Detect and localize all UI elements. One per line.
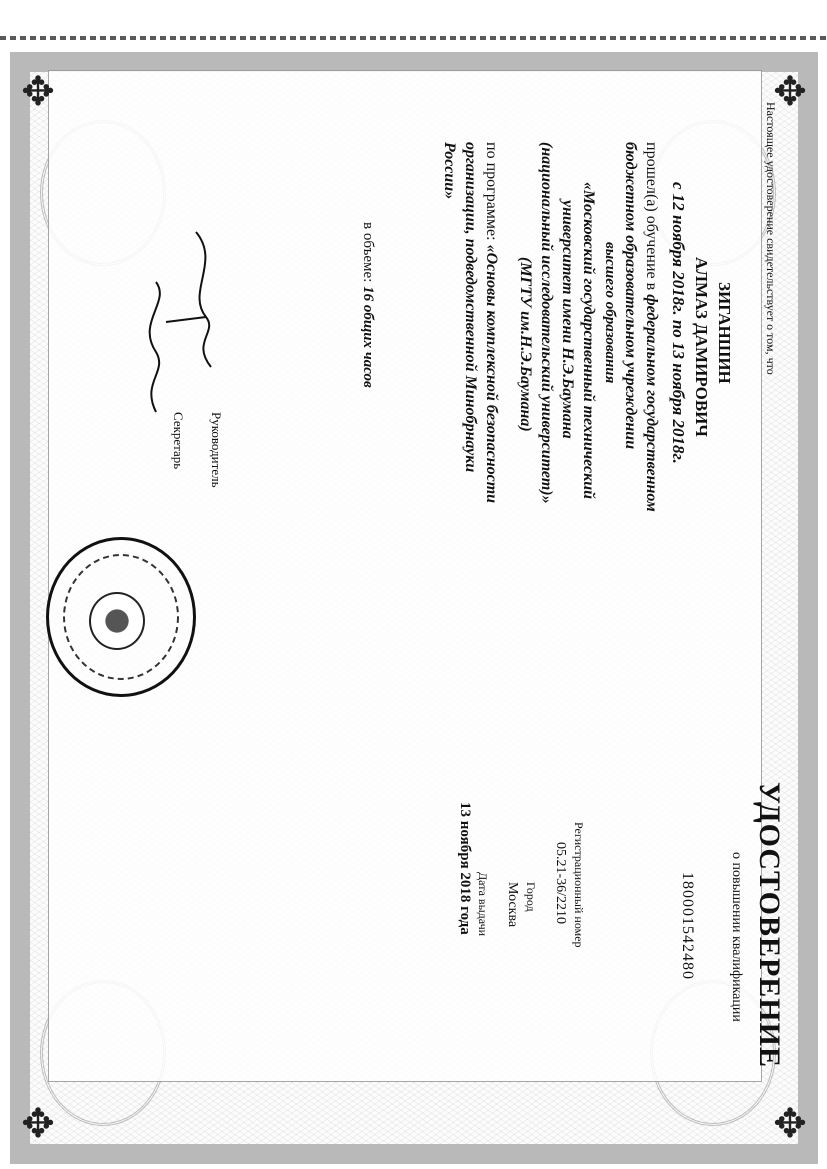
city-label: Город	[524, 882, 538, 912]
program-line-2: организации, подведомственной Минобрнауки	[462, 142, 479, 473]
program-prefix-line	[482, 142, 500, 503]
secretary-label: Секретарь	[171, 412, 186, 470]
institution-line-5: университет имени Н.Э.Баумана	[559, 200, 576, 439]
institution-line-4: «Московский государственный технический	[580, 182, 597, 500]
city: Москва	[505, 882, 520, 928]
training-period: с 12 ноября 2018г. по 13 ноября 2018г.	[669, 182, 688, 464]
certificate-title: УДОСТОВЕРЕНИЕ	[753, 782, 786, 1068]
corner-ornament-icon: ✥	[773, 69, 807, 114]
signature-icon	[116, 222, 226, 422]
volume-line	[359, 222, 376, 388]
program-prefix: по программе:	[483, 142, 500, 245]
corner-ornament-icon: ✥	[21, 1101, 55, 1146]
institution-line-1: федеральном государственном	[643, 294, 660, 512]
registration-label: Регистрационный номер	[572, 822, 586, 948]
surname: ЗИГАНШИН	[715, 282, 734, 384]
issue-date: 13 ноября 2018 года	[457, 802, 473, 935]
certificate-subtitle: о повышении квалификации	[729, 852, 744, 1022]
program-line-1: «Основы комплексной безопасности	[483, 244, 500, 504]
head-label: Руководитель	[209, 412, 224, 488]
volume-hours: 16 общих часов	[360, 286, 376, 388]
rotated-content	[26, 82, 786, 1162]
corner-ornament-icon: ✥	[21, 69, 55, 114]
seal-emblem-icon	[89, 592, 145, 650]
certificate-number: 180001542480	[679, 872, 696, 980]
institution-line-3: высшего образования	[602, 242, 618, 384]
institution-line-2: бюджетном образовательном учреждении	[622, 142, 639, 450]
registration-number: 05.21-36/2210	[553, 842, 568, 925]
program-line-3: России»	[441, 142, 458, 200]
corner-ornament-icon: ✥	[773, 1101, 807, 1146]
given-name: АЛМАЗ ДАМИРОВИЧ	[692, 257, 711, 437]
training-prefix: прошел(а) обучение в	[643, 142, 660, 295]
institution-line-7: (МГТУ им.Н.Э.Баумана)	[517, 257, 534, 432]
training-prefix-line	[642, 142, 660, 512]
official-seal-icon	[46, 537, 196, 697]
volume-prefix: в объеме:	[360, 222, 376, 287]
issue-date-label: Дата выдачи	[476, 872, 490, 937]
institution-line-6: (национальный исследовательский университет)»	[538, 142, 555, 504]
intro-text: Настоящее удостоверение свидетельствует о том, что	[764, 102, 778, 375]
